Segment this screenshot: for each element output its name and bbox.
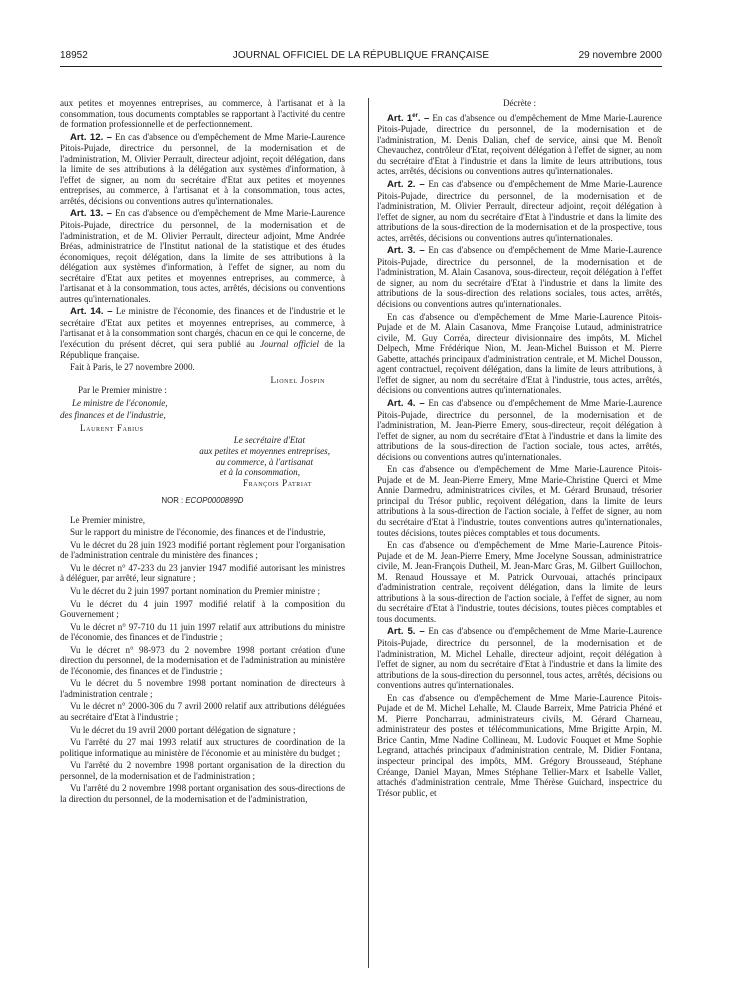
secretary-title-line-4: et à la consommation, xyxy=(219,467,300,478)
secretary-title-line-1: Le secrétaire d'Etat xyxy=(233,435,305,446)
right-column xyxy=(377,98,662,800)
article-4 xyxy=(377,398,662,462)
article-3 xyxy=(377,245,662,309)
signature-block xyxy=(60,362,345,488)
prime-minister-signature: Lionel Jospin xyxy=(270,374,325,385)
page-number: 18952 xyxy=(60,50,88,61)
visa-item: Vu le décret du 28 juin 1923 modifié portant règlement pour l'organisation de l'administration centrale du ministère des finances ; xyxy=(60,539,345,561)
visa-item: Vu le décret n° 47-233 du 23 janvier 1947 modifié autorisant les ministres à déléguer, par arrêté, leur signature ; xyxy=(60,562,345,584)
visas-list xyxy=(60,527,345,804)
article-2-text: En cas d'absence ou d'empêchement de Mme Marie-Laurence Pitois-Pujade, directrice du personnel, de la modernisation et de l'administration, M. Olivier Perrault, directeur adjoint, reçoit délégation à l'effet de signer, au nom du secrétaire d'Etat à l'industrie et dans la limite des attributions de la sous-direction de la modernisation et de la prospective, tous actes, arrêtés, décisions ou conventions autres qu'internationales. xyxy=(377,179,662,243)
column-divider xyxy=(368,98,369,968)
visa-item: Vu le décret n° 2000-306 du 7 avril 2000 relatif aux attributions déléguées au secrétaire d'Etat à l'industrie ; xyxy=(60,701,345,722)
article-12-heading: Art. 12. – xyxy=(70,131,113,143)
article-4-paragraph-2: En cas d'absence ou d'empêchement de Mme Marie-Laurence Pitois-Pujade et de M. Jean-Pierre Emery, Mme Marie-Christine Querci et Mme Annie Darmedru, administratrices civiles, et M. Gérard Brunaud, trésorier principal du Trésor public, reçoivent délégation, dans la limite de leurs attributions à la sous-direction de l'action sociale, à l'effet de signer, au nom du secrétaire d'Etat à l'industrie, toutes conventions autres qu'internationales, toutes décisions, toutes pièces comptables et tous documents. xyxy=(377,464,662,538)
minister-title-line-2: des finances et de l'industrie, xyxy=(60,410,166,421)
article-14-text-after: de la République française. xyxy=(60,339,345,360)
minister-name: Laurent Fabius xyxy=(80,422,144,433)
article-3-heading: Art. 3. – xyxy=(387,245,425,257)
article-13 xyxy=(60,208,345,304)
secretary-title-line-2: aux petites et moyennes entreprises, xyxy=(199,445,330,456)
visa-item: Vu le décret du 4 juin 1997 modifié relatif à la composition du Gouvernement ; xyxy=(60,598,345,620)
secretary-title-line-3: au commerce, à l'artisanat xyxy=(215,456,313,467)
issue-date: 29 novembre 2000 xyxy=(578,50,662,61)
visa-item: Vu l'arrêté du 2 novembre 1998 portant organisation des sous-directions de la direction du personnel, de la modernisation et de l'administration, xyxy=(60,783,345,804)
visa-item: Vu l'arrêté du 2 novembre 1998 portant organisation de la direction du personnel, de la modernisation et de l'administration ; xyxy=(60,760,345,781)
visa-item: Vu le décret n° 97-710 du 11 juin 1997 relatif aux attributions du ministre de l'économie, des finances et de l'industrie ; xyxy=(60,621,345,643)
article-5-text: En cas d'absence ou d'empêchement de Mme Marie-Laurence Pitois-Pujade, directrice du personnel, de la modernisation et de l'administration, M. Michel Lehalle, directeur adjoint, reçoit délégation à l'effet de signer, au nom du secrétaire d'Etat à l'industrie et dans la limite des attributions de la sous-direction du personnel, tous actes, arrêtés, décisions ou conventions autres qu'internationales. xyxy=(377,626,662,691)
article-4-heading: Art. 4. – xyxy=(387,397,425,409)
article-13-heading: Art. 13. – xyxy=(70,208,113,220)
nor-code: ECOP0000899D xyxy=(185,496,244,506)
journal-title: JOURNAL OFFICIEL DE LA RÉPUBLIQUE FRANÇAISE xyxy=(232,50,490,61)
place-date: Fait à Paris, le 27 novembre 2000. xyxy=(70,362,195,373)
journal-officiel-reference: Journal officiel xyxy=(260,339,320,350)
article-4-text: En cas d'absence ou d'empêchement de Mme Marie-Laurence Pitois-Pujade, directrice du personnel, de la modernisation et de l'administration, M. Jean-Pierre Emery, sous-directeur, reçoit délégation à l'effet de signer, au nom du secrétaire d'Etat à l'industrie et dans la limite des attributions de la sous-direction de l'action sociale, tous actes, arrêtés, décisions ou conventions autres qu'internationales. xyxy=(377,397,662,462)
decrete-heading: Décrète : xyxy=(502,98,537,108)
article-2 xyxy=(377,179,662,243)
article-12 xyxy=(60,132,345,207)
minister-title-line-1: Le ministre de l'économie, xyxy=(72,397,168,408)
visa-item: Vu le décret du 19 avril 2000 portant délégation de signature ; xyxy=(70,724,296,735)
secretary-name: François Patriat xyxy=(243,477,312,488)
article-12-text: En cas d'absence ou d'empêchement de Mme Marie-Laurence Pitois-Pujade, directrice du personnel, de la modernisation et de l'administration, M. Olivier Perrault, directeur adjoint, reçoit délégation, dans la limite de ses attributions à la délégation aux systèmes d'information, à l'effet de signer, au nom du secrétaire d'Etat aux petites et moyennes entreprises, au commerce, à l'artisanat et à la consommation, tous actes, arrêtés, décisions ou conventions autres qu'internationales. xyxy=(60,131,345,206)
visa-item: Vu le décret du 5 novembre 1998 portant nomination de directeurs à l'administration centrale ; xyxy=(60,678,345,699)
intro-continuation: aux petites et moyennes entreprises, au commerce, à l'artisanat et à la consommation, tous documents comptables se rapportant à l'activité du centre de formation professionnelle et de perfectionnement. xyxy=(60,98,345,130)
article-1-heading: Art. 1er. – xyxy=(387,112,430,124)
article-5-paragraph-2: En cas d'absence ou d'empêchement de Mme Marie-Laurence Pitois-Pujade et de M. Michel Lehalle, M. Claude Barreix, Mme Patricia Phéné et M. Pierre Poncharrau, administrateurs civils, M. Gérard Charneau, administrateur des postes et télécommunications, Mme Brigitte Arpin, M. Brice Cantin, Mme Nadine Collineau, M. Ludovic Fouquet et Mme Sophie Legrand, attachés principaux d'administration centrale, M. Didier Fontana, inspecteur principal des impôts, MM. Grégory Brousseaud, Stéphane Créange, Daniel Mayan, Mmes Stéphane Tellier-Marx et Isabelle Vallet, attachés d'administration centrale, Mme Thérèse Guichard, inspectrice du Trésor public, et xyxy=(377,692,662,798)
article-1-text: En cas d'absence ou d'empêchement de Mme Marie-Laurence Pitois-Pujade, directrice du personnel, de la modernisation et de l'administration, M. Denis Dalian, chef de service, ainsi que M. Benoît Chevauchez, contrôleur d'Etat, reçoivent délégation à l'effet de signer, au nom du secrétaire d'Etat à l'industrie et dans la limite de leurs attributions, tous actes, arrêtés, décisions ou conventions autres qu'internationales. xyxy=(377,112,663,177)
article-4-paragraph-3: En cas d'absence ou d'empêchement de Mme Marie-Laurence Pitois-Pujade et de M. Jean-Pierre Emery, Mme Jocelyne Soussan, administratrice civile, M. Jean-François Dutheil, M. Jean-Marc Gras, M. Gilbert Guillochon, M. Renaud Houssaye et M. Patrick Ourvouai, attachés principaux d'administration centrale, reçoivent délégation, dans la limite de leurs attributions à la sous-direction de l'action sociale, à l'effet de signer, au nom du secrétaire d'Etat à l'industrie, toutes décisions, toutes pièces comptables et tous documents. xyxy=(377,540,662,624)
article-14 xyxy=(60,306,345,360)
article-3-paragraph-2: En cas d'absence ou d'empêchement de Mme Marie-Laurence Pitois-Pujade et de M. Alain Casanova, Mme Françoise Lutaud, administratrice civile, M. Guy Corréa, directeur divisionnaire des impôts, M. Michel Delpech, Mme Frédérique Nion, M. Jean-Michel Buisson et M. Pierre Gabette, attachés principaux d'administration centrale, et M. Michel Dousson, agent contractuel, reçoivent délégation, dans la limite de leurs attributions, à l'effet de signer, au nom du secrétaire d'Etat à l'industrie, tous actes, arrêtés, décisions ou conventions autres qu'internationales. xyxy=(377,311,662,396)
article-14-text-before: Le ministre de l'économie, des finances et de l'industrie et le secrétaire d'Etat aux petites et moyennes entreprises, au commerce, à l'artisanat et à la consommation sont chargés, chacun en ce qui le concerne, de l'exécution du présent décret, qui sera publié au xyxy=(60,306,345,350)
page-header xyxy=(60,50,662,66)
article-5 xyxy=(377,626,662,690)
visa-item: Vu l'arrêté du 27 mai 1993 relatif aux structures de coordination de la politique informatique au ministère de l'économie et au ministère du budget ; xyxy=(60,737,345,758)
par-le-premier-ministre: Par le Premier ministre : xyxy=(78,385,167,396)
decree-intro: Le Premier ministre, xyxy=(70,514,146,525)
nor-reference xyxy=(60,496,345,507)
article-14-heading: Art. 14. – xyxy=(70,306,113,318)
left-column xyxy=(60,98,345,806)
visa-item: Sur le rapport du ministre de l'économie, des finances et de l'industrie, xyxy=(70,527,326,538)
nor-label: NOR : xyxy=(161,496,186,506)
visa-item: Vu le décret n° 98-973 du 2 novembre 1998 portant création d'une direction du personnel, de la modernisation et de l'administration au ministère de l'économie, des finances et de l'industrie ; xyxy=(60,644,345,676)
article-1 xyxy=(377,111,662,177)
visa-item: Vu le décret du 2 juin 1997 portant nomination du Premier ministre ; xyxy=(70,585,320,596)
article-5-heading: Art. 5. – xyxy=(387,626,425,638)
article-13-text: En cas d'absence ou d'empêchement de Mme Marie-Laurence Pitois-Pujade, directrice du personnel, de la modernisation et de l'administration, et de M. Olivier Perrault, directeur adjoint, Mme Andrée Bréas, administratrice de l'Institut national de la statistique et des études économiques, reçoit délégation, dans la limite de ses attributions à la délégation aux systèmes d'information, à l'effet de signer, au nom du secrétaire d'Etat aux petites et moyennes entreprises, au commerce, à l'artisanat et à la consommation, tous actes, arrêtés, décisions ou conventions autres qu'internationales. xyxy=(60,208,345,304)
article-2-heading: Art. 2. – xyxy=(387,179,425,191)
article-3-text: En cas d'absence ou d'empêchement de Mme Marie-Laurence Pitois-Pujade, directrice du personnel, de la modernisation et de l'administration, M. Alain Casanova, sous-directeur, reçoit délégation à l'effet de signer, au nom du secrétaire d'Etat à l'industrie et dans la limite des attributions de la sous-direction des relations sociales, tous actes, arrêtés, décisions ou conventions autres qu'internationales. xyxy=(377,245,662,310)
header-rule xyxy=(60,66,662,67)
